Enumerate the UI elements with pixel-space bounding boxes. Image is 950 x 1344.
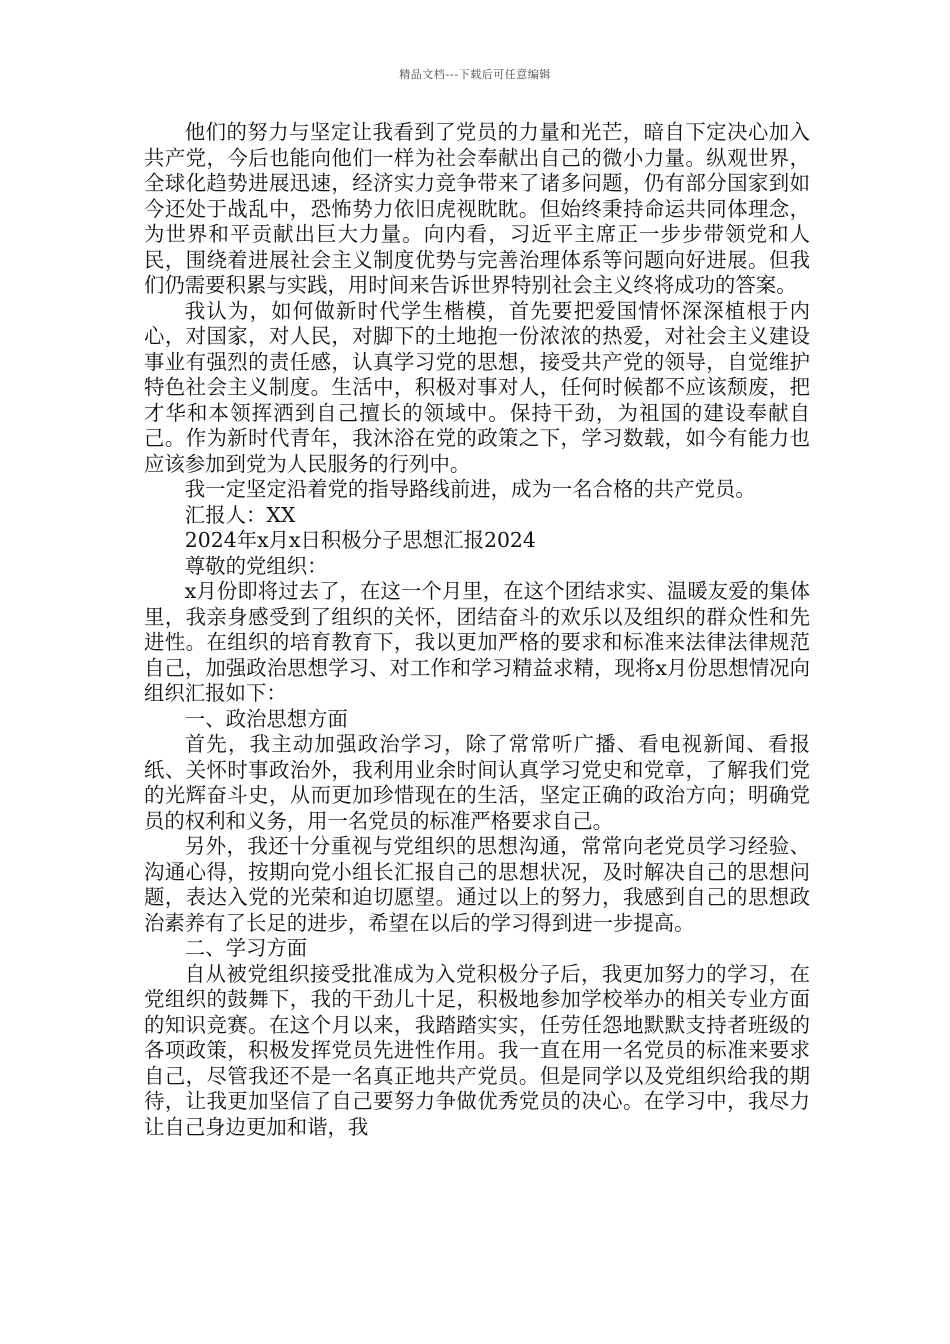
section-heading: 一、政治思想方面: [184, 706, 348, 731]
paragraph: x月份即将过去了，在这一个月里，在这个团结求实、温暖友爱的集体里，我亲身感受到了组织的关怀，团结奋斗的欢乐以及组织的群众性和先进性。在组织的培育教育下，我以更加严格的要求和标准来法律法律规范自己，加强政治思想学习、对工作和学习精益求精，现将x月份思想情况向组织汇报如下：: [144, 579, 810, 705]
paragraph: 他们的努力与坚定让我看到了党员的力量和光芒，暗自下定决心加入共产党，今后也能向他们一样为社会奉献出自己的微小力量。纵观世界，全球化趋势进展迅速，经济实力竞争带来了诸多问题，仍有部分国家到如今还处于战乱中，恐怖势力依旧虎视眈眈。但始终秉持命运共同体理念，为世界和平贡献出巨大力量。向内看，习近平主席正一步步带领党和人民，围绕着进展社会主义制度优势与完善治理体系等问题向好进展。但我们仍需要积累与实践，用时间来告诉世界特别社会主义终将成功的答案。: [144, 120, 810, 297]
page-header: 精品文档---下载后可任意编辑: [399, 68, 551, 81]
paragraph: 自从被党组织接受批准成为入党积极分子后，我更加努力的学习，在党组织的鼓舞下，我的干劲儿十足，积极地参加学校举办的相关专业方面的知识竞赛。在这个月以来，我踏踏实实，任劳任怨地默默支持者班级的各项政策，积极发挥党员先进性作用。我一直在用一名党员的标准来要求自己，尽管我还不是一名真正地共产党员。但是同学以及党组织给我的期待，让我更加坚信了自己要努力争做优秀党员的决心。在学习中，我尽力让自己身边更加和谐，我: [144, 961, 810, 1139]
report-title: 2024年x月x日积极分子思想汇报2024: [184, 528, 536, 552]
paragraph: 我一定坚定沿着党的指导路线前进，成为一名合格的共产党员。: [184, 477, 756, 501]
section-heading: 二、学习方面: [184, 936, 308, 960]
paragraph: 首先，我主动加强政治学习，除了常常听广播、看电视新闻、看报纸、关怀时事政治外，我利用业余时间认真学习党史和党章，了解我们党的光辉奋斗史，从而更加珍惜现在的生活，坚定正确的政治方向；明确党员的权利和义务，用一名党员的标准严格要求自己。: [144, 732, 810, 833]
salutation: 尊敬的党组织：: [184, 553, 328, 578]
paragraph: 另外，我还十分重视与党组织的思想沟通，常常向老党员学习经验、沟通心得，按期向党小组长汇报自己的思想状况，及时解决自己的思想问题，表达入党的光荣和迫切愿望。通过以上的努力，我感到自己的思想政治素养有了长足的进步，希望在以后的学习得到进一步提高。: [144, 834, 810, 935]
document-body: [144, 120, 810, 1140]
reporter-line: 汇报人：XX: [184, 502, 296, 527]
paragraph: 我认为，如何做新时代学生楷模，首先要把爱国情怀深深植根于内心，对国家，对人民，对脚下的土地抱一份浓浓的热爱，对社会主义建设事业有强烈的责任感，认真学习党的思想，接受共产党的领导，自觉维护特色社会主义制度。生活中，积极对事对人，任何时候都不应该颓废，把才华和本领挥洒到自己擅长的领域中。保持干劲，为祖国的建设奉献自己。作为新时代青年，我沐浴在党的政策之下，学习数载，如今有能力也应该参加到党为人民服务的行列中。: [144, 298, 810, 476]
